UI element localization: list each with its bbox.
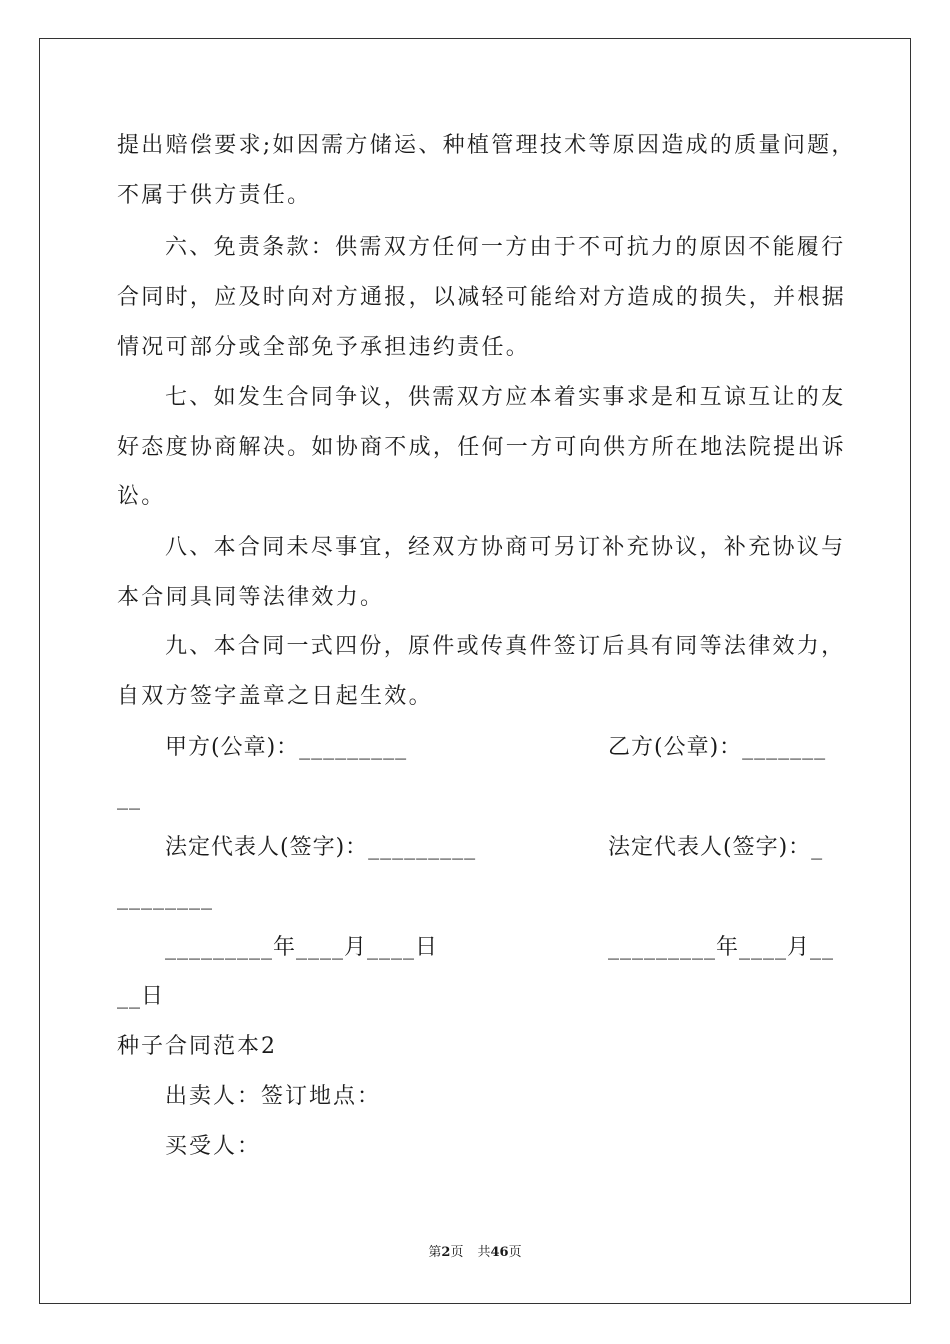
paragraph-5-line-2: 不属于供方责任。 [117,183,312,208]
party-b-date: _________年____月__ [608,935,835,960]
clause-9-line-2: 自双方签字盖章之日起生效。 [117,684,433,709]
page-border [39,38,911,1304]
party-b-date-continuation: __日 [117,984,165,1009]
page-suffix: 页 [450,1245,464,1260]
total-suffix: 页 [508,1245,522,1260]
party-a-representative: 法定代表人(签字)：_________ [165,835,477,860]
seller-line: 出卖人：签订地点： [165,1084,382,1109]
clause-9-line-1: 九、本合同一式四份，原件或传真件签订后具有同等法律效力， [165,634,846,659]
buyer-line: 买受人： [165,1134,262,1159]
clause-8-line-1: 八、本合同未尽事宜，经双方协商可另订补充协议，补充协议与 [165,535,846,560]
section-2-title: 种子合同范本2 [117,1034,277,1059]
party-b-seal-continuation: __ [117,785,141,810]
clause-7-line-3: 讼。 [117,484,166,509]
clause-7-line-2: 好态度协商解决。如协商不成，任何一方可向供方所在地法院提出诉 [117,435,847,460]
clause-8-line-2: 本合同具同等法律效力。 [117,585,385,610]
clause-6-line-2: 合同时，应及时向对方通报，以减轻可能给对方造成的损失，并根据 [117,285,847,310]
party-b-representative: 法定代表人(签字)：_ [608,835,824,860]
page-footer [0,1244,950,1262]
total-prefix: 共 [477,1245,491,1260]
clause-6-line-1: 六、免责条款：供需双方任何一方由于不可抗力的原因不能履行 [165,235,846,260]
party-a-seal: 甲方(公章)：_________ [165,735,408,760]
paragraph-5-line-1: 提出赔偿要求;如因需方储运、种植管理技术等原因造成的质量问题， [117,133,856,158]
party-b-seal: 乙方(公章)：_______ [608,735,827,760]
page-number: 2 [441,1245,451,1260]
page-prefix: 第 [428,1245,442,1260]
party-a-date: _________年____月____日 [165,935,439,960]
party-b-representative-continuation: ________ [117,885,213,910]
clause-7-line-1: 七、如发生合同争议，供需双方应本着实事求是和互谅互让的友 [165,385,846,410]
clause-6-line-3: 情况可部分或全部免予承担违约责任。 [117,335,531,360]
total-pages: 46 [490,1245,509,1260]
